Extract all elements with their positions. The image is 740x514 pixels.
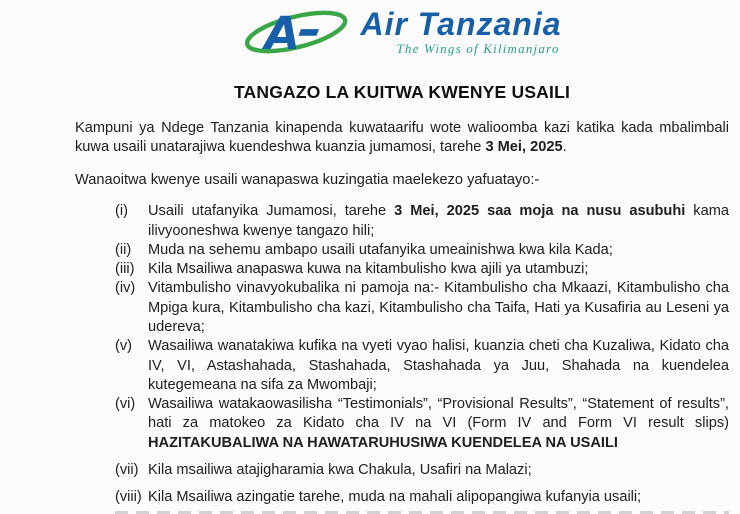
item-number: (v) [115, 338, 133, 355]
truncated-next-line [115, 511, 729, 514]
item-number: (iv) [115, 280, 136, 297]
item-number: (i) [115, 203, 128, 220]
brand-tagline: The Wings of Kilimanjaro [396, 41, 560, 56]
item-text: Wasailiwa watakaowasilisha “Testimonials”, “Provisional Results”, “Statement of results”, hati za matokeo za Kidato cha IV na VI (Form IV and Form VI result slips) HAZITAKUBALIWA NA HAWATARUHUSIWA KUENDELEA NA USAILI [148, 396, 729, 451]
item-text: Kila Msailiwa azingatie tarehe, muda na mahali alipopangiwa kufanyia usaili; [148, 489, 642, 506]
item-number: (vi) [115, 396, 136, 413]
brand-name: Air Tanzania [360, 6, 562, 42]
air-tanzania-logo-icon [242, 6, 356, 58]
item-number: (ii) [115, 241, 132, 258]
item-text: Kila Msailiwa anapaswa kuwa na kitambulisho kwa ajili ya utambuzi; [148, 261, 589, 278]
item-number: (vii) [115, 462, 139, 479]
item-text: Muda na sehemu ambapo usaili utafanyika umeainishwa kwa kila Kada; [148, 241, 613, 258]
list-item [115, 279, 729, 337]
item-text: Vitambulisho vinavyokubalika ni pamoja na:- Kitambulisho cha Mkaazi, Kitambulisho cha Mpiga kura, Kitambulisho cha kazi, Kitambulisho cha Taifa, Hati ya Kusafiria au Leseni ya udereva; [148, 280, 729, 335]
announcement-title: TANGAZO LA KUITWA KWENYE USAILI [233, 82, 571, 102]
svg-text:A: A [265, 7, 301, 58]
list-item [115, 488, 729, 507]
item-number: (iii) [115, 261, 135, 278]
intro-paragraph: Kampuni ya Ndege Tanzania kinapenda kuwataarifu wote walioomba kazi katika kada mbalimbali kuwa usaili unatarajiwa kuendeshwa kuanzia jumamosi, tarehe 3 Mei, 2025. [75, 120, 729, 156]
list-item [115, 395, 729, 453]
list-item [115, 461, 729, 480]
item-text: Kila msailiwa atajigharamia kwa Chakula, Usafiri na Malazi; [148, 462, 532, 479]
logo-text-block [360, 8, 561, 57]
item-text: Usaili utafanyika Jumamosi, tarehe 3 Mei, 2025 saa moja na nusu asubuhi kama ilivyooneshwa kwenye tangazo hili; [148, 203, 729, 239]
list-item [115, 241, 729, 260]
list-item [115, 202, 729, 241]
item-text: Wasailiwa wanatakiwa kufika na vyeti vyao halisi, kuanzia cheti cha Kuzaliwa, Kidato cha IV, VI, Astashahada, Stashahada, Stashahada ya Juu, Shahada na kuendelea kutegemeana na sifa za Mwombaji; [148, 338, 729, 393]
list-item [115, 260, 729, 279]
list-item [115, 337, 729, 395]
instructions-list [75, 202, 729, 507]
airline-logo [75, 6, 729, 64]
item-number: (viii) [115, 489, 142, 506]
instructions-lead: Wanaoitwa kwenye usaili wanapaswa kuzingatia maelekezo yafuatayo:- [75, 171, 540, 188]
